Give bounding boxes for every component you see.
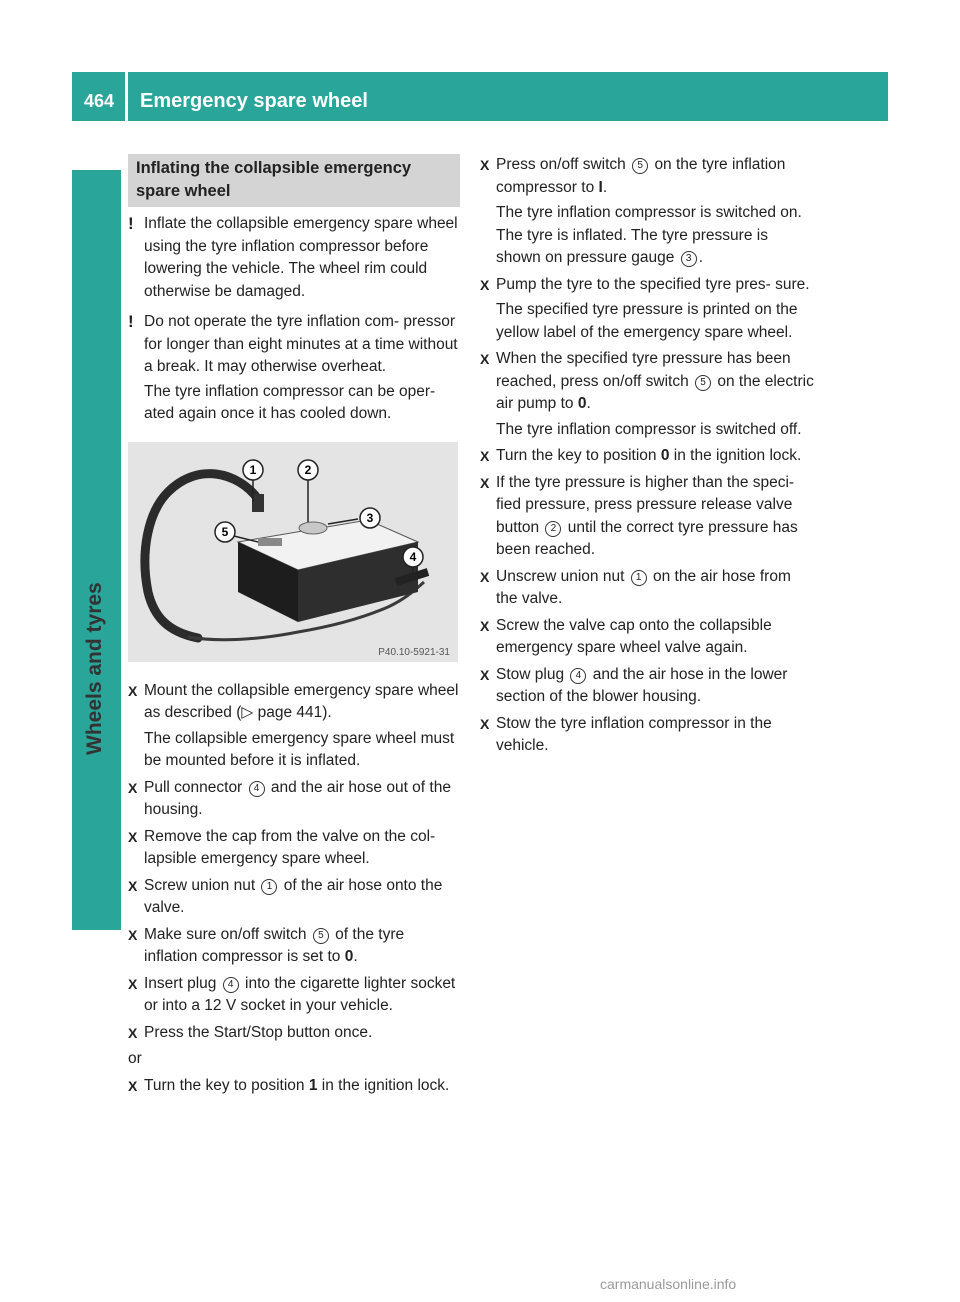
warning-text: The tyre inflation compressor can be oper- ated again once it has cooled down. bbox=[144, 382, 436, 422]
warning-note bbox=[128, 311, 460, 426]
step-text: of the air hose onto the valve. bbox=[144, 876, 443, 916]
right-column bbox=[480, 154, 814, 762]
callout-1-icon: 1 bbox=[261, 879, 277, 895]
step-arrow-icon: X bbox=[128, 779, 138, 796]
step-arrow-icon: X bbox=[128, 1024, 138, 1041]
section-title: Emergency spare wheel bbox=[140, 90, 368, 112]
or-separator: or bbox=[128, 1050, 142, 1067]
callout-5-icon: 5 bbox=[695, 375, 711, 391]
compressor-figure bbox=[128, 442, 458, 662]
page-ref-arrow-icon: ▷ bbox=[241, 704, 254, 721]
step-text: ). bbox=[322, 704, 332, 721]
key-position-value: 0 bbox=[660, 447, 670, 464]
step-arrow-icon: X bbox=[480, 666, 490, 683]
step-arrow-icon: X bbox=[128, 975, 138, 992]
callout-5-icon: 5 bbox=[632, 158, 648, 174]
step-text: . bbox=[586, 395, 591, 412]
step-text: until the correct tyre pressure has been reached. bbox=[496, 518, 798, 558]
step-arrow-icon: X bbox=[480, 715, 490, 732]
instruction-step bbox=[128, 1022, 460, 1045]
step-text: Pull connector bbox=[144, 778, 243, 796]
callout-marker-2 bbox=[298, 460, 318, 480]
step-text: of the tyre inflation compressor is set to bbox=[144, 925, 405, 965]
page-number: 464 bbox=[84, 91, 115, 111]
step-arrow-icon: X bbox=[128, 1077, 138, 1094]
step-result-text: The tyre inflation compressor is switched on. The tyre is inflated. The tyre pressure is shown on pressure gauge bbox=[496, 204, 802, 266]
side-tab bbox=[72, 170, 121, 930]
step-arrow-icon: X bbox=[128, 682, 138, 699]
step-text: Turn the key to position bbox=[144, 1076, 305, 1094]
callout-marker-3 bbox=[360, 508, 380, 528]
step-text: Unscrew union nut bbox=[496, 567, 625, 585]
side-tab-label: Wheels and tyres bbox=[83, 582, 106, 755]
warning-text: Inflate the collapsible emergency spare wheel using the tyre inflation compressor before lowering the vehicle. The wheel rim could otherwise be damaged. bbox=[144, 215, 458, 300]
instruction-step bbox=[480, 274, 814, 345]
instruction-step bbox=[480, 154, 814, 270]
key-position-value: 1 bbox=[308, 1076, 318, 1094]
instruction-step bbox=[128, 875, 460, 920]
callout-1-icon: 1 bbox=[631, 570, 647, 586]
step-text: . bbox=[602, 178, 608, 196]
step-arrow-icon: X bbox=[480, 617, 490, 634]
switch-position-value: I bbox=[598, 178, 603, 196]
step-text: on the air hose from the valve. bbox=[496, 567, 791, 607]
svg-text:4: 4 bbox=[409, 549, 417, 564]
warning-icon: ! bbox=[128, 214, 134, 233]
step-text: Make sure on/off switch bbox=[144, 925, 307, 943]
step-arrow-icon: X bbox=[480, 474, 490, 491]
step-text: Press on/off switch bbox=[496, 156, 626, 173]
step-text: Insert plug bbox=[144, 974, 217, 992]
step-text: on the tyre inflation compressor to bbox=[496, 156, 786, 196]
step-arrow-icon: X bbox=[480, 157, 490, 173]
instruction-step bbox=[480, 348, 814, 441]
left-column bbox=[128, 154, 460, 1101]
step-arrow-icon: X bbox=[128, 877, 138, 894]
step-text: Mount the collapsible emergency spare wheel as described ( bbox=[144, 681, 459, 721]
compressor-illustration bbox=[128, 442, 458, 662]
instruction-step bbox=[128, 680, 460, 773]
warning-icon: ! bbox=[128, 312, 134, 331]
step-text: Pump the tyre to the specified tyre pres- sure. bbox=[496, 275, 810, 293]
step-arrow-icon: X bbox=[480, 568, 490, 585]
switch-position-value: 0 bbox=[577, 395, 587, 412]
callout-3-icon: 3 bbox=[681, 251, 697, 267]
instruction-step bbox=[128, 973, 460, 1018]
step-result: The collapsible emergency spare wheel must be mounted before it is inflated. bbox=[144, 729, 455, 769]
step-result: The tyre inflation compressor is switched off. bbox=[496, 420, 802, 438]
instruction-step bbox=[128, 826, 460, 871]
step-text: If the tyre pressure is higher than the speci- fied pressure, press pressure release valve button bbox=[496, 473, 795, 536]
step-text: on the electric air pump to bbox=[496, 372, 814, 412]
step-arrow-icon: X bbox=[128, 828, 138, 845]
warning-text: Do not operate the tyre inflation com- pressor for longer than eight minutes at a time without a break. It may otherwise overheat. bbox=[144, 313, 458, 375]
step-text: in the ignition lock. bbox=[673, 447, 802, 464]
callout-2-icon: 2 bbox=[545, 521, 561, 537]
figure-code: P40.10-5921-31 bbox=[378, 646, 450, 658]
callout-4-icon: 4 bbox=[570, 668, 586, 684]
step-arrow-icon: X bbox=[480, 276, 490, 293]
step-arrow-icon: X bbox=[480, 448, 490, 464]
step-text: Screw union nut bbox=[144, 876, 256, 894]
svg-text:5: 5 bbox=[221, 524, 229, 539]
step-result bbox=[496, 202, 814, 270]
step-text: Remove the cap from the valve on the col- lapsible emergency spare wheel. bbox=[144, 827, 436, 867]
switch-position-value: 0 bbox=[344, 948, 354, 965]
callout-marker-5 bbox=[215, 522, 235, 542]
instruction-step bbox=[480, 566, 814, 611]
step-text: Turn the key to position bbox=[496, 447, 657, 464]
warning-note bbox=[128, 213, 460, 303]
header-separator bbox=[125, 72, 128, 121]
step-text: Stow the tyre inflation compressor in the vehicle. bbox=[496, 714, 772, 754]
callout-marker-1 bbox=[243, 460, 263, 480]
step-text: and the air hose in the lower section of the blower housing. bbox=[496, 665, 788, 705]
instruction-step bbox=[480, 664, 814, 709]
step-text: . bbox=[698, 249, 703, 266]
step-result: The specified tyre pressure is printed on the yellow label of the emergency spare wheel. bbox=[496, 301, 798, 341]
callout-marker-4 bbox=[403, 547, 423, 567]
svg-text:3: 3 bbox=[366, 510, 374, 525]
step-text: in the ignition lock. bbox=[321, 1076, 450, 1094]
step-text: Screw the valve cap onto the collapsible emergency spare wheel valve again. bbox=[496, 616, 772, 656]
instruction-step bbox=[480, 472, 814, 562]
instruction-step bbox=[128, 777, 460, 822]
instruction-step bbox=[128, 1075, 460, 1098]
callout-4-icon: 4 bbox=[249, 781, 265, 797]
callout-5-icon: 5 bbox=[313, 928, 329, 944]
step-text: . bbox=[353, 948, 358, 965]
step-text: into the cigarette lighter socket or into a 12 V socket in your vehicle. bbox=[144, 974, 456, 1014]
callout-4-icon: 4 bbox=[223, 977, 239, 993]
subsection-heading: Inflating the collapsible emergency spare wheel bbox=[128, 154, 460, 207]
watermark: carmanualsonline.info bbox=[600, 1276, 737, 1292]
step-text: Press the Start/Stop button once. bbox=[144, 1023, 373, 1041]
step-arrow-icon: X bbox=[480, 351, 490, 367]
step-text: Stow plug bbox=[496, 665, 565, 683]
instruction-step bbox=[128, 924, 460, 969]
step-text: and the air hose out of the housing. bbox=[144, 778, 451, 818]
instruction-step bbox=[480, 615, 814, 660]
svg-text:2: 2 bbox=[304, 462, 312, 477]
instruction-step bbox=[480, 713, 814, 758]
instruction-step bbox=[480, 445, 814, 468]
step-text: When the specified tyre pressure has been reached, press on/off switch bbox=[496, 350, 791, 390]
svg-text:1: 1 bbox=[249, 462, 257, 477]
step-arrow-icon: X bbox=[128, 926, 138, 943]
page-reference-link[interactable]: page 441 bbox=[257, 704, 323, 721]
